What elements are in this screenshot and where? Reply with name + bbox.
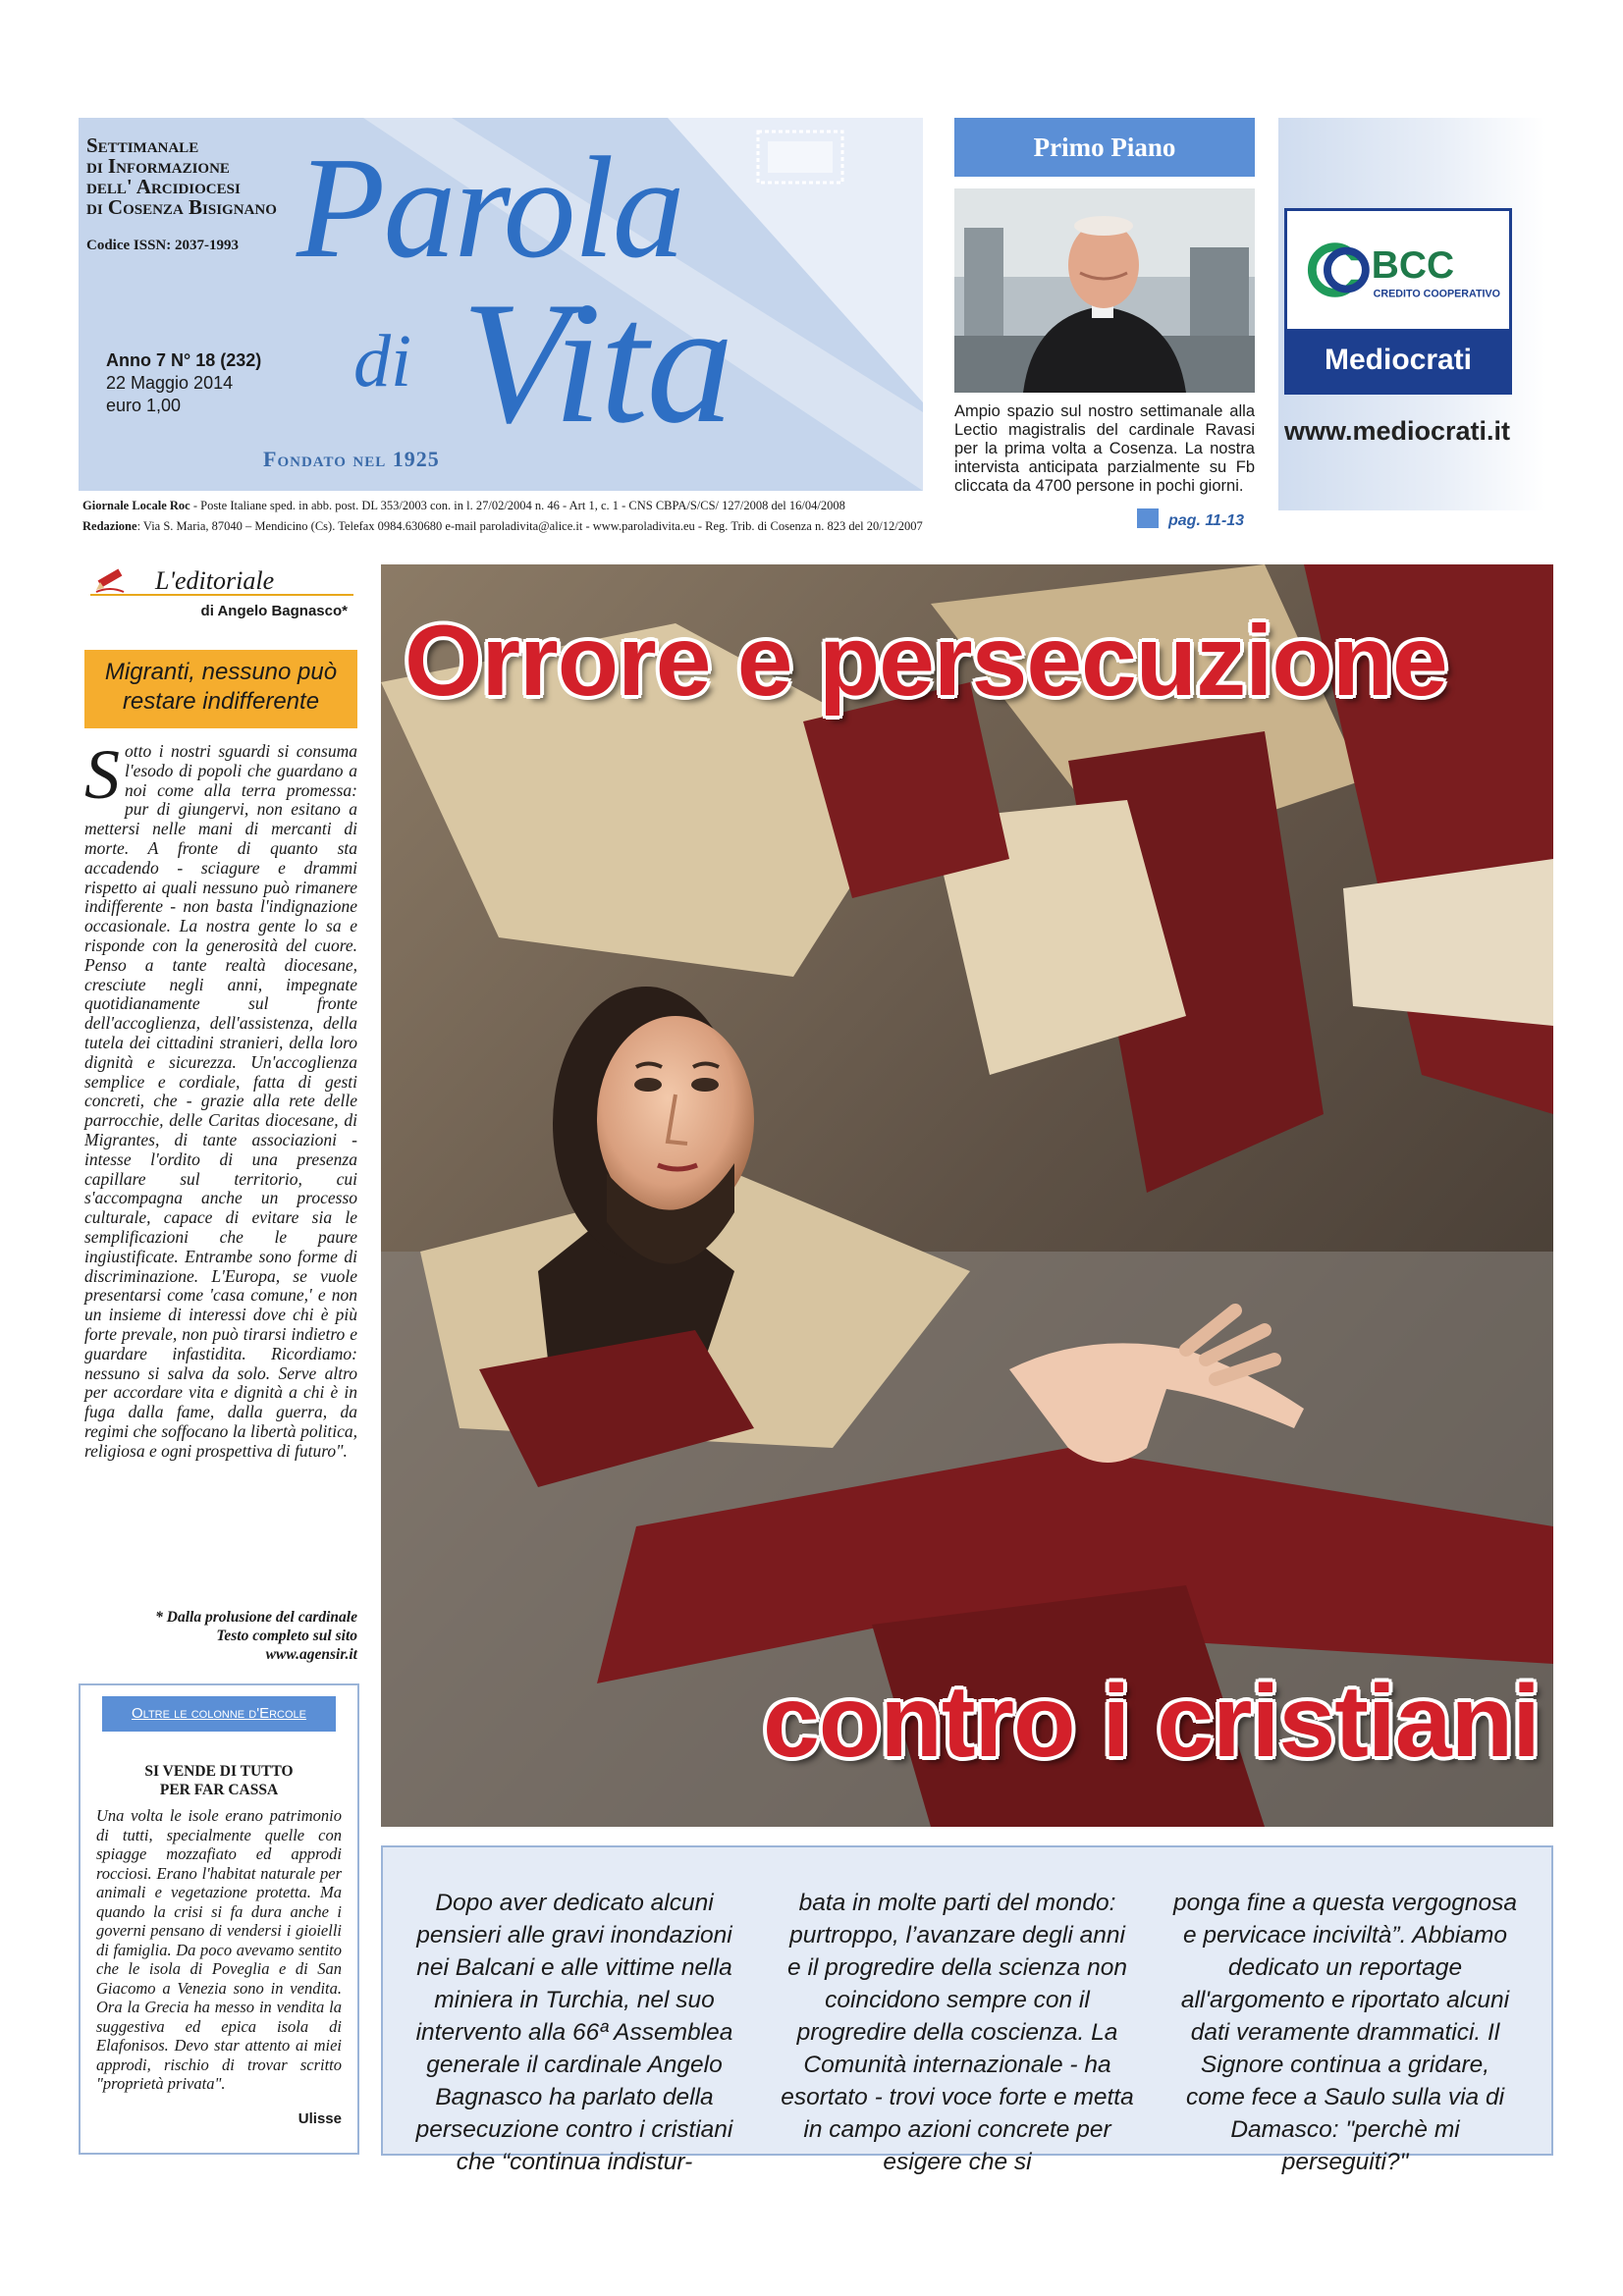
logo-di: di xyxy=(353,320,412,402)
logo-parola: Parola xyxy=(297,128,683,289)
sidebar-subtitle xyxy=(98,1762,340,1799)
primo-piano-page-link[interactable] xyxy=(1137,508,1255,530)
editorial-label-text: L'editoriale xyxy=(155,566,275,595)
broken-statue-photo xyxy=(381,564,1553,1827)
sidebar-body: Una volta le isole erano patrimonio di tutti, specialmente quelle con spiagge mozzafiato ed approdi rocciosi. Erano l'habitat naturale per animali e vegetazione protetta. Ma quando la crisi si fa dura anche i governi pensano di vendersi i gioielli di famiglia. Da poco avevamo sentito che le isola di Poveglia e di San Giacomo a Venezia sono in vendita. Ora la Grecia ha messo in vendita la suggestiva ed epica isola di Elafonisos. Devo star attento ai miei approdi, rischio di trovar scritto "proprietà privata". xyxy=(96,1806,342,2093)
issue-number: Anno 7 N° 18 (232) xyxy=(106,350,262,370)
desc-line-3: dell' Arcidiocesi xyxy=(86,175,241,198)
primo-piano-text: Ampio spazio sul nostro settimanale alla Lectio magistralis del cardinale Ravasi per la prima volta a Cosenza. La nostra intervista anticipata parzialmente su Fb cliccata da 4700 persone in pochi giorni. xyxy=(954,402,1255,495)
issue-date: 22 Maggio 2014 xyxy=(106,373,234,393)
primo-piano-heading: Primo Piano xyxy=(954,118,1255,177)
drop-cap: S xyxy=(84,735,120,814)
legal-line-2 xyxy=(82,519,927,534)
square-bullet-icon xyxy=(1137,508,1159,528)
cardinal-photo xyxy=(954,188,1255,393)
issue-info xyxy=(106,349,261,417)
issn-code: Codice ISSN: 2037-1993 xyxy=(86,238,240,253)
note-source: * Dalla prolusione del cardinale xyxy=(155,1609,357,1626)
issue-price: euro 1,00 xyxy=(106,396,182,415)
bank-name: Mediocrati xyxy=(1287,329,1509,392)
sidebar-signature: Ulisse xyxy=(298,2110,342,2127)
logo-vita: Vita xyxy=(461,265,732,459)
masthead xyxy=(79,118,923,491)
note-full-text: Testo completo sul sito xyxy=(216,1628,357,1644)
bcc-logo-icon xyxy=(1287,221,1509,319)
bank-url[interactable]: www.mediocrati.it xyxy=(1284,416,1511,446)
headline-line-1: Orrore e persecuzione xyxy=(405,605,1447,717)
desc-line-2: di Informazione xyxy=(86,154,230,178)
note-website[interactable]: www.agensir.it xyxy=(265,1646,357,1663)
sidebar-subtitle-1: SI VENDE DI TUTTO xyxy=(144,1763,294,1780)
stamp-icon xyxy=(756,128,844,187)
summary-column-2: bata in molte parti del mondo: purtroppo, l’avanzare degli anni e il progredire della scienza non coincidono sempre con il progredire della coscienza. La Comunità internazionale - ha esortato - trovi voce forte e metta in campo azioni concrete per esigere che si xyxy=(781,1890,1134,2175)
publication-description xyxy=(86,135,277,218)
editorial-note xyxy=(84,1608,357,1664)
headline-line-2: contro i cristiani xyxy=(762,1665,1540,1779)
bcc-logo-sub: CREDITO COOPERATIVO xyxy=(1373,288,1500,300)
founded-year: Fondato nel 1925 xyxy=(263,447,440,471)
legal-text-1: - Poste Italiane sped. in abb. post. DL 353/2003 con. in l. 27/02/2004 n. 46 - Art 1, c. 1 - CNS CBPA/S/CS/ 127/2008 del 16/04/2008 xyxy=(189,499,845,512)
editorial-title: Migranti, nessuno può restare indifferente xyxy=(84,650,357,728)
bcc-ad[interactable] xyxy=(1284,208,1512,395)
summary-column-3: ponga fine a questa vergognosa e pervicace inciviltà”. Abbiamo dedicato un reportage all'argomento e riportato alcuni dati veramente drammatici. Il Signore continua a gridare, come fece a Saulo sulla via di Damasco: "perchè mi perseguiti?" xyxy=(1172,1890,1518,2175)
legal-label-2: Redazione xyxy=(82,519,137,533)
editorial-author: di Angelo Bagnasco* xyxy=(200,603,348,619)
legal-line-1 xyxy=(82,499,927,513)
sidebar-heading: Oltre le colonne d'Ercole xyxy=(102,1696,336,1732)
summary-column-1: Dopo aver dedicato alcuni pensieri alle gravi inondazioni nei Balcani e alle vittime nella miniera in Turchia, nel suo intervento alla 66ª Assemblea generale il cardinale Angelo Bagnasco ha parlato della persecuzione contro i cristiani che “continua indistur- xyxy=(415,1890,733,2175)
page-reference: pag. 11-13 xyxy=(1168,512,1245,529)
broken-statue-image xyxy=(381,564,1553,1827)
bcc-logo-text: BCC xyxy=(1371,243,1455,287)
legal-text-2: : Via S. Maria, 87040 – Mendicino (Cs). Telefax 0984.630680 e-mail paroladivita@alice.it - www.paroladivita.eu - Reg. Trib. di Cosenza n. 823 del 20/12/2007 xyxy=(136,519,923,533)
sidebar-subtitle-2: PER FAR CASSA xyxy=(159,1782,279,1798)
pencil-icon xyxy=(94,566,128,594)
editorial-body xyxy=(84,735,357,1461)
editorial-text: otto i nostri sguardi si consuma l'esodo di popoli che guardano a noi come alla terra promessa: pur di giungervi, non esitano a mettersi nelle mani di mercanti di morte. A fronte di quanto sta accadendo - sciagure e drammi rispetto ai quali nessuno può rimanere indifferente - non basta l'indignazione occasionale. La nostra gente lo sa e risponde con la generosità del cuore. Penso a tante realtà diocesane, cresciute negli anni, impegnate quotidianamente sul fronte dell'accoglienza, dell'assistenza, della tutela dei cittadini stranieri, della loro dignità e sicurezza. Un'accoglienza semplice e cordiale, fatta di gesti concreti, che - grazie alla rete delle parrocchie, delle Caritas diocesane, di Migrantes, di tante associazioni - intesse l'ordito di una presenza capillare sul territorio, cui s'accompagna anche un processo culturale, capace di evitare sia le semplificazioni che le paure ingiustificate. Entrambe sono forme di discriminazione. L'Europa, se vuole presentarsi come 'casa comune,' e non un insieme di interessi dove chi è più forte prevale, non può tirarsi indietro e guardare infastidita. Ricordiamo: nessuno si salva da solo. Serve altro per accordare vita e dignità a chi è in fuga dalla fame, dalla guerra, da regimi che soffocano la libertà politica, religiosa e ogni prospettiva di futuro". xyxy=(84,741,357,1461)
desc-line-1: Settimanale xyxy=(86,133,199,157)
desc-line-4: di Cosenza Bisignano xyxy=(86,195,277,219)
editorial-label xyxy=(90,564,353,596)
legal-label-1: Giornale Locale Roc xyxy=(82,499,190,512)
cardinal-image xyxy=(954,188,1255,393)
